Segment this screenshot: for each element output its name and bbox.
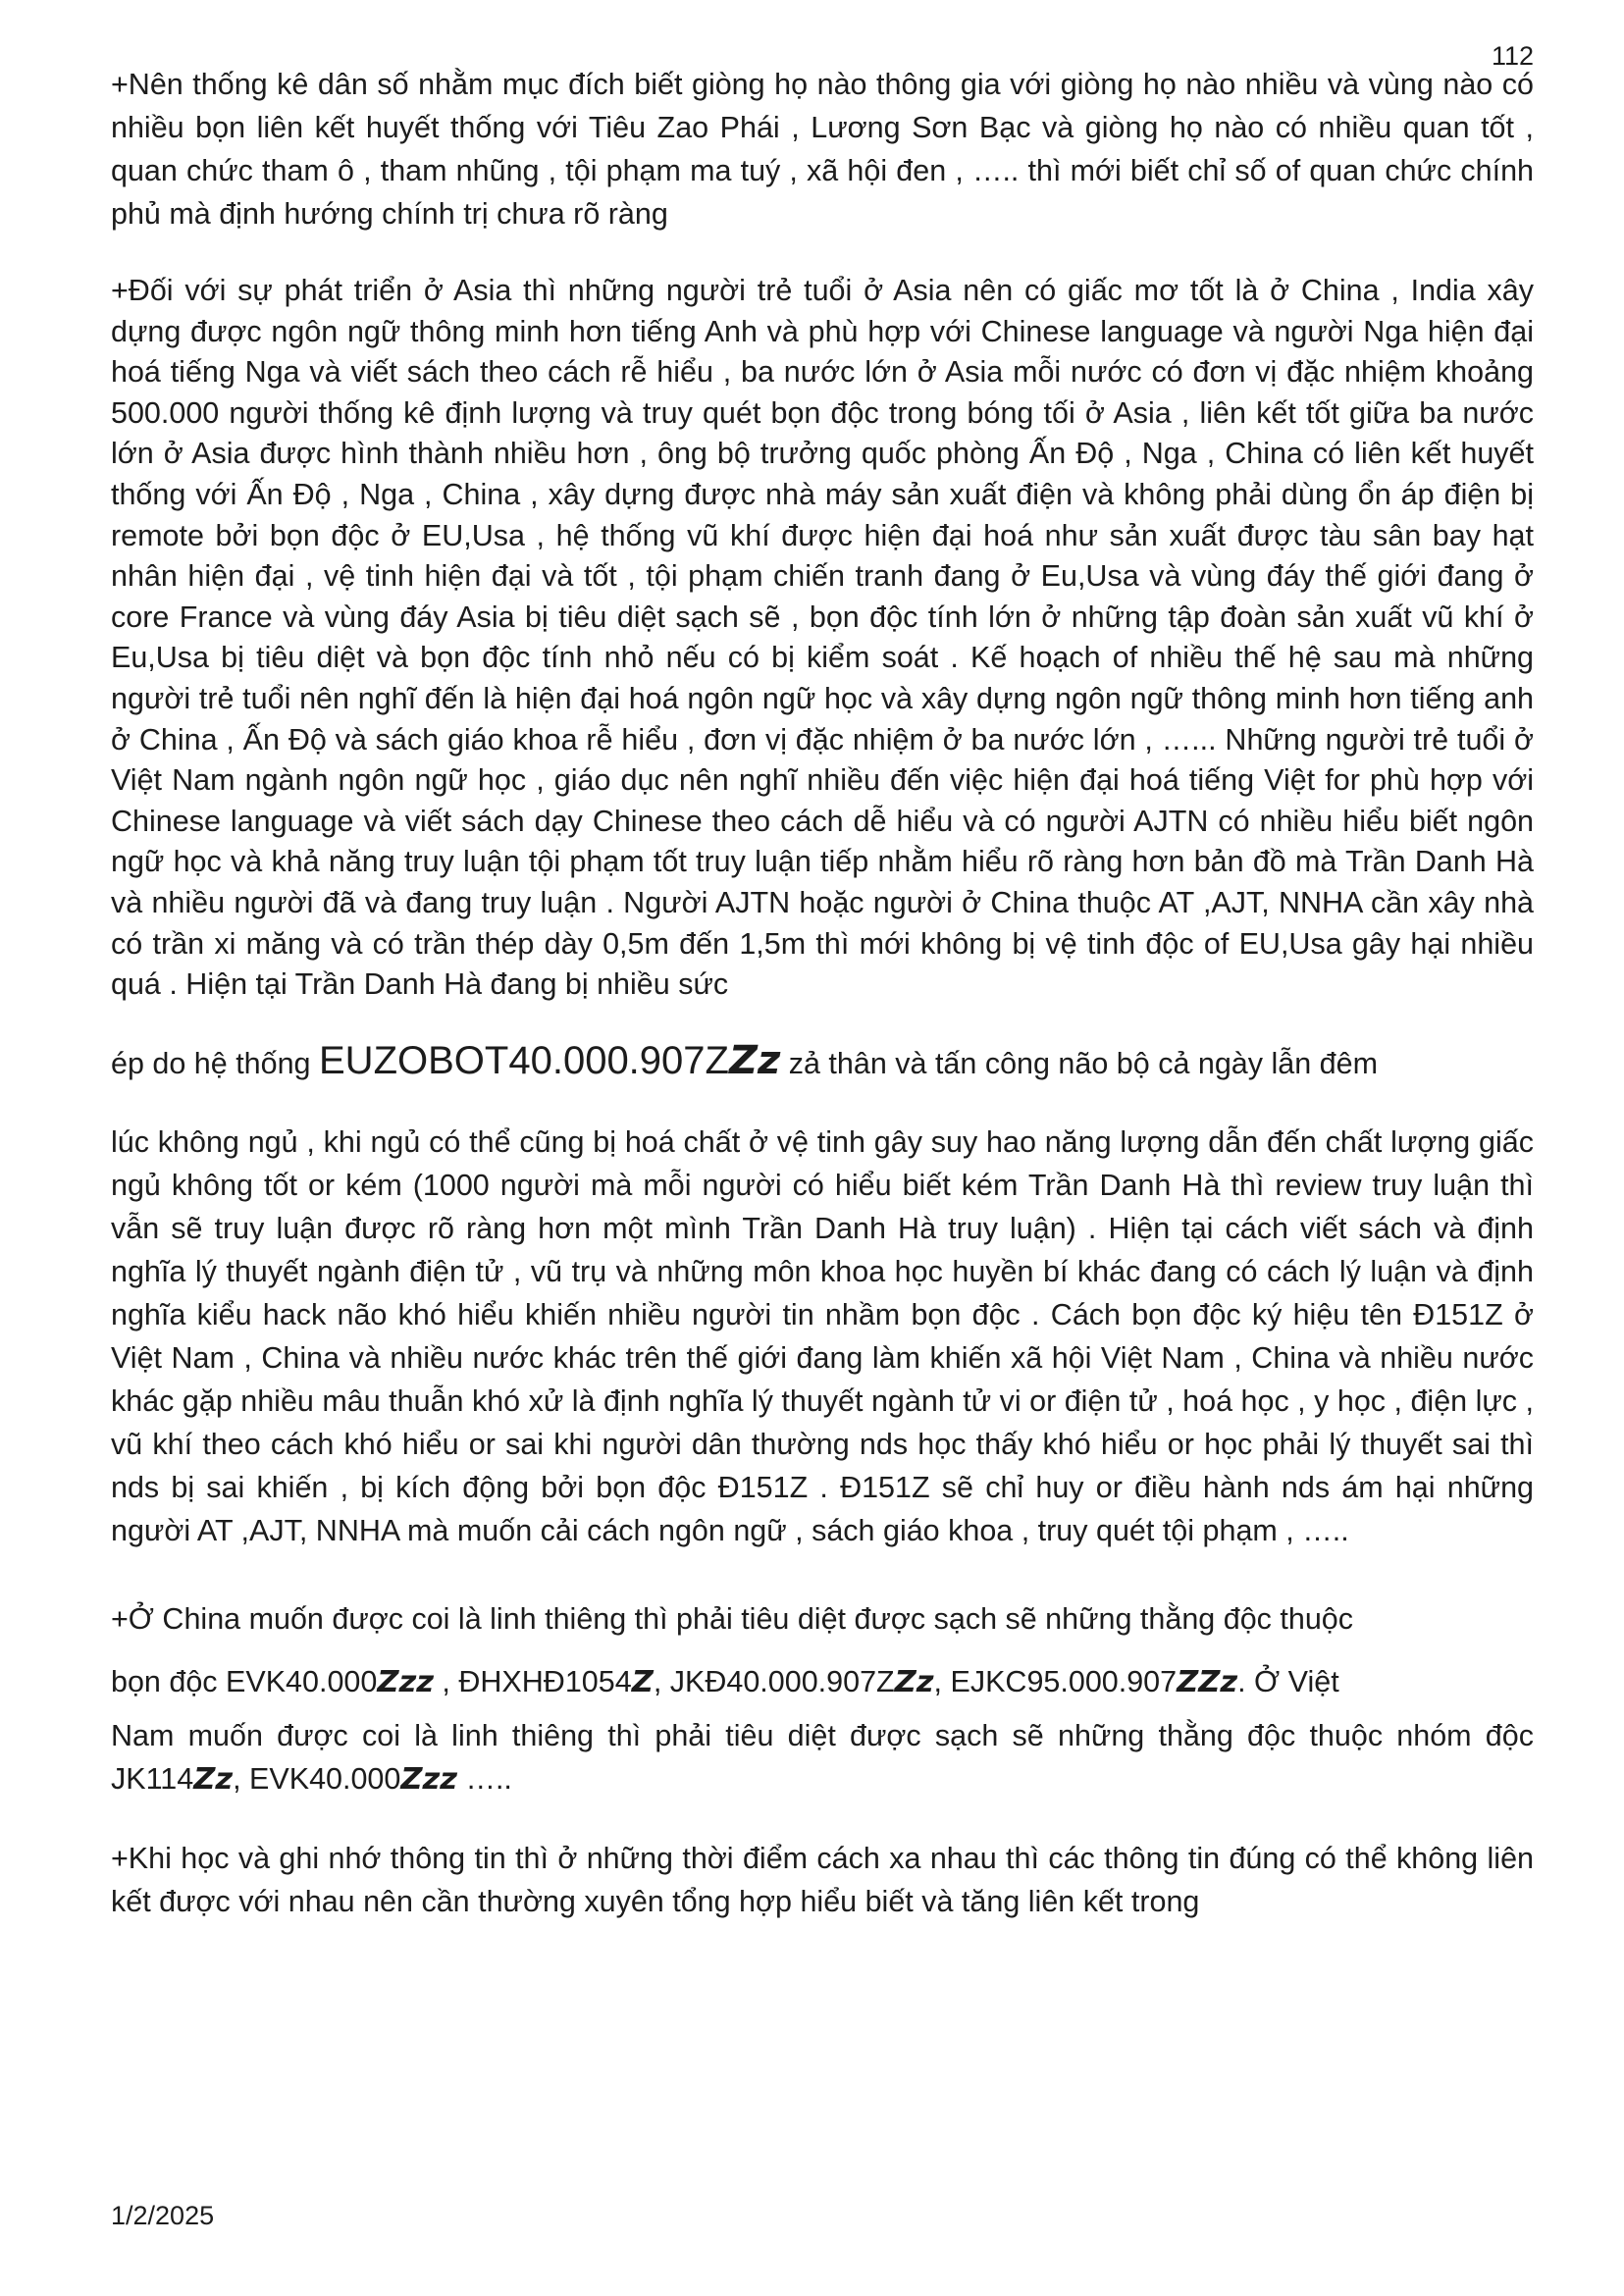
text-segment: . Ở Việt [1237,1664,1339,1698]
footer-date: 1/2/2025 [111,2201,215,2230]
zz-mark: Zzz [377,1664,434,1699]
page-number: 112 [1491,41,1534,71]
document-body [111,59,1534,1923]
text-segment: ép do hệ thống [111,1046,319,1080]
text-segment: , ĐHXHĐ1054 [433,1664,632,1698]
paragraph-sleep-and-theory: lúc không ngủ , khi ngủ có thể cũng bị hoá chất ở vệ tinh gây suy hao năng lượng dẫn đến chất lượng giấc ngủ không tốt or kém (1000 người mà mỗi người có hiểu biết kém Trần Danh Hà thì review truy luận thì vẫn sẽ truy luận được rõ ràng hơn một mình Trần Danh Hà truy luận) . Hiện tại cách viết sách và định nghĩa lý thuyết ngành điện tử , vũ trụ và những môn khoa học huyền bí khác đang có cách lý luận và định nghĩa kiểu hack não khó hiểu khiến nhiều người tin nhầm bọn độc . Cách bọn độc ký hiệu tên Đ151Z ở Việt Nam , China và nhiều nước khác trên thế giới đang làm khiến xã hội Việt Nam , China và nhiều nước khác gặp nhiều mâu thuẫn khó xử là định nghĩa lý thuyết ngành tử vi or điện tử , hoá học , y học , điện lực , vũ khí theo cách khó hiểu or sai khi người dân thường nds học thấy khó hiểu or học phải lý thuyết sai thì nds bị sai khiến , bị kích động bởi bọn độc Đ151Z . Đ151Z sẽ chỉ huy or điều hành nds ám hại những người AT ,AJT, NNHA mà muốn cải cách ngôn ngữ , sách giáo khoa , truy quét tội phạm , ….. [111,1124,1534,1547]
paragraph-asia-development: +Đối với sự phát triển ở Asia thì những người trẻ tuổi ở Asia nên có giấc mơ tốt là ở China , India xây dựng được ngôn ngữ thông minh hơn tiếng Anh và phù hợp với Chinese language và người Nga hiện đại hoá tiếng Nga và viết sách theo cách rễ hiểu , ba nước lớn ở Asia mỗi nước có đơn vị đặc nhiệm khoảng 500.000 người thống kê định lượng và truy quét bọn độc trong bóng tối ở Asia , liên kết tốt giữa ba nước lớn ở Asia được hình thành nhiều hơn , ông bộ trưởng quốc phòng Ấn Độ , Nga , China có liên kết huyết thống với Ấn Độ , Nga , China , xây dựng được nhà máy sản xuất điện và không phải dùng ổn áp điện bị remote bởi bọn độc ở EU,Usa , hệ thống vũ khí được hiện đại hoá như sản xuất được tàu sân bay hạt nhân hiện đại , vệ tinh hiện đại và tốt , tội phạm chiến tranh đang ở Eu,Usa và vùng đáy thế giới đang ở core France và vùng đáy Asia bị tiêu diệt sạch sẽ , bọn độc tính lớn ở những tập đoàn sản xuất vũ khí ở Eu,Usa bị tiêu diệt và bọn độc tính nhỏ nếu có bị kiểm soát . Kế hoạch of nhiều thế hệ sau mà những người trẻ tuổi nên nghĩ đến là hiện đại hoá ngôn ngữ học và xây dựng ngôn ngữ thông minh hơn tiếng anh ở China , Ấn Độ và sách giáo khoa rễ hiểu , đơn vị đặc nhiệm ở ba nước lớn , …... Những người trẻ tuổi ở Việt Nam ngành ngôn ngữ học , giáo dục nên nghĩ nhiều đến việc hiện đại hoá tiếng Việt for phù hợp với Chinese language và viết sách dạy Chinese theo cách dễ hiểu và có người AJTN có nhiều hiểu biết ngôn ngữ học và khả năng truy luận tội phạm tốt truy luận tiếp nhằm hiểu rõ ràng hơn bản đồ mà Trần Danh Hà và nhiều người đã và đang truy luận . Người AJTN hoặc người ở China thuộc AT ,AJT, NNHA cần xây nhà có trần xi măng và có trần thép dày 0,5m đến 1,5m thì mới không bị vệ tinh độc of EU,Usa gây hại nhiều quá . Hiện tại Trần Danh Hà đang bị nhiều sức [111,274,1534,1002]
paragraph-population-statistics: +Nên thống kê dân số nhằm mục đích biết giòng họ nào thông gia với giòng họ nào nhiều và vùng nào có nhiều bọn liên kết huyết thống với Tiêu Zao Phái , Lương Sơn Bạc và giòng họ nào có nhiều quan tốt , quan chức tham ô , tham nhũng , tội phạm ma tuý , xã hội đen , ….. thì mới biết chỉ số of quan chức chính phủ mà định hướng chính trị chưa rõ ràng [111,68,1534,231]
zz-mark: Zz [193,1761,234,1797]
text-segment: +Ở China muốn được coi là linh thiêng thì phải tiêu diệt được sạch sẽ những thằng độc thuộc [111,1601,1353,1636]
zz-mark: Z [631,1664,654,1699]
paragraph-euzobot-pressure [111,1039,1534,1085]
paragraph-china-sacred [111,1588,1534,1714]
zz-mark: ZZz [1177,1664,1238,1699]
text-segment: ….. [456,1761,512,1796]
paragraph-vietnam-sacred [111,1714,1534,1801]
text-segment: , EJKC95.000.907 [933,1664,1178,1698]
text-segment: , JKĐ40.000.907Z [653,1664,895,1698]
zz-mark: Zzz [400,1761,457,1797]
text-segment: , EVK40.000 [233,1761,401,1796]
zz-mark: Zz [728,1037,781,1083]
paragraph-memory-linking: +Khi học và ghi nhớ thông tin thì ở những thời điểm cách xa nhau thì các thông tin đúng có thể không liên kết được với nhau nên cần thường xuyên tổng hợp hiểu biết và tăng liên kết trong [111,1841,1534,1918]
text-segment: Nam muốn được coi là linh thiêng thì phải tiêu diệt được sạch sẽ những thằng độc thuộc nhóm độc JK114 [111,1718,1534,1796]
zz-mark: Zz [894,1664,934,1699]
text-segment: bọn độc EVK40.000 [111,1664,378,1698]
text-segment: zả thân và tấn công não bộ cả ngày lẫn đêm [780,1046,1378,1080]
system-code: EUZOBOT40.000.907Z [319,1038,729,1082]
